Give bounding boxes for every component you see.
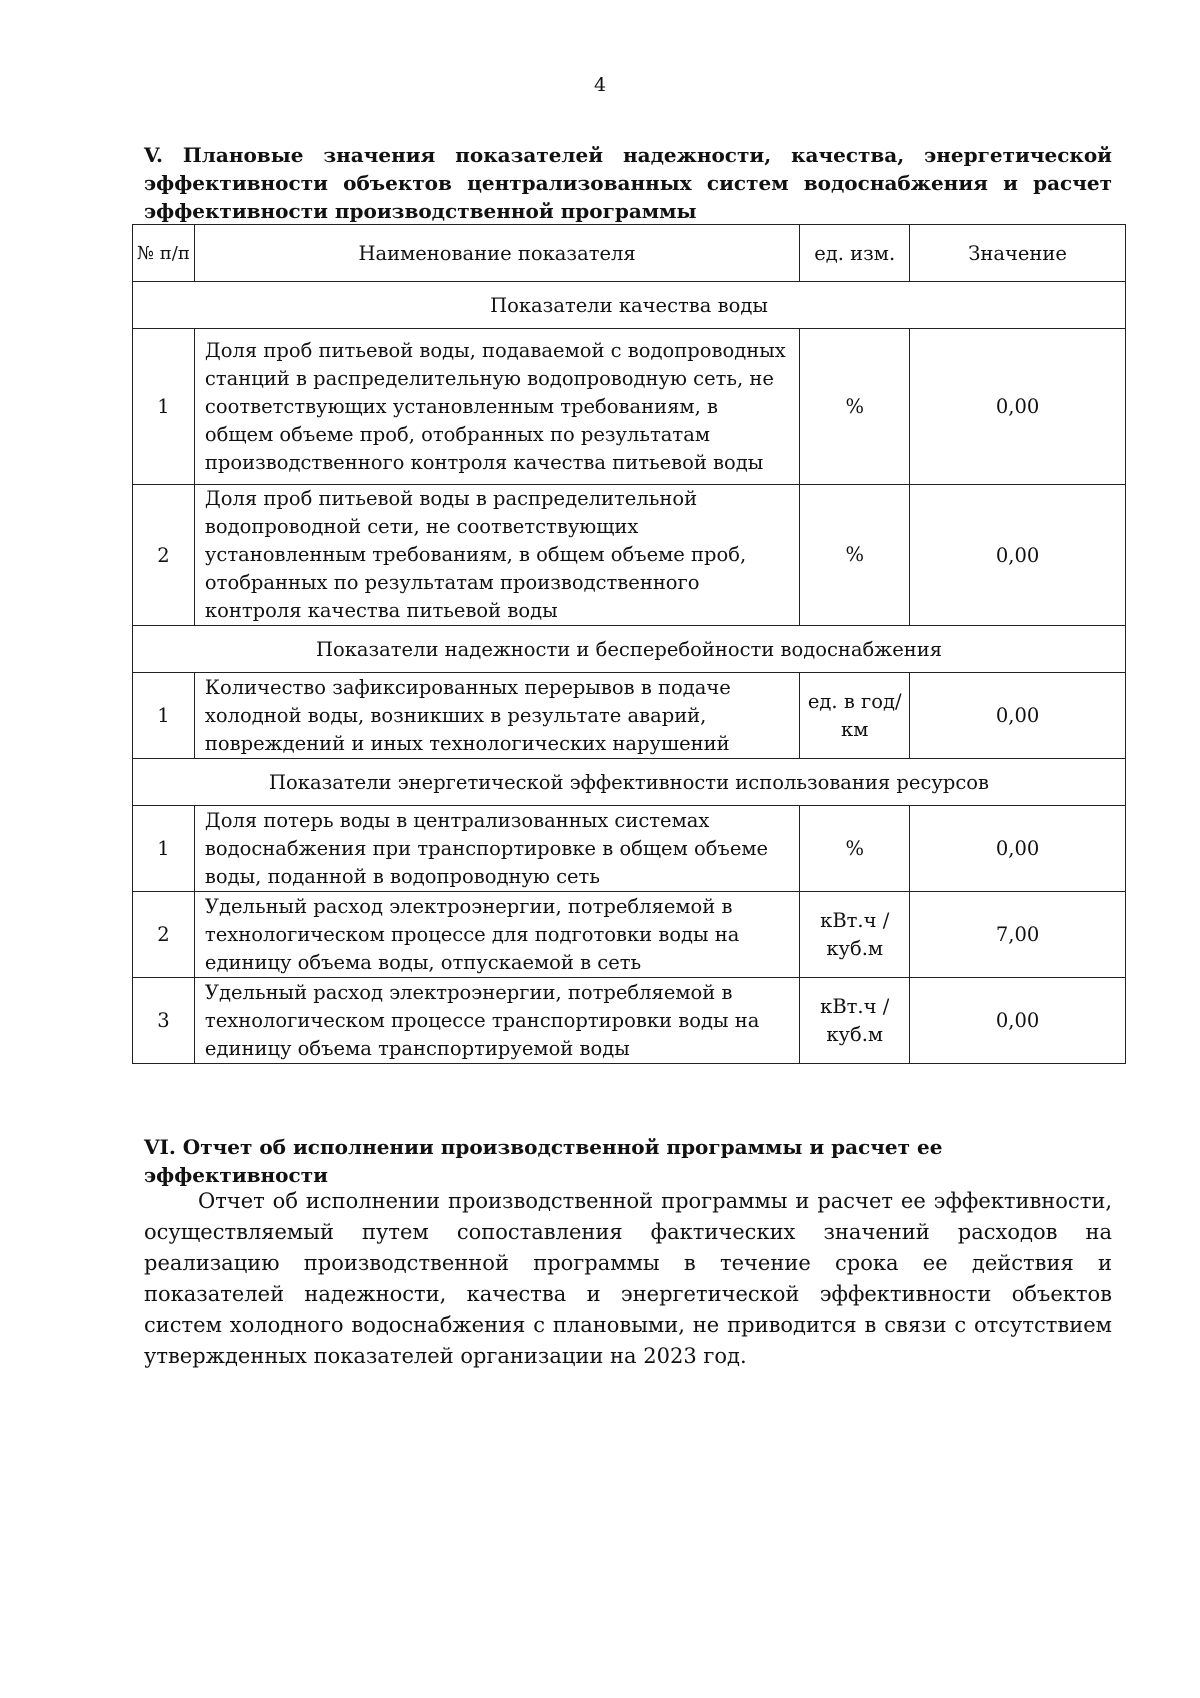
section-5-heading: [144, 141, 1112, 225]
row-number: 2: [133, 892, 195, 978]
heading-line: эффективности объектов централизованных систем водоснабжения и расчет: [144, 171, 1112, 195]
row-number: 2: [133, 485, 195, 626]
row-value: 0,00: [910, 485, 1126, 626]
header-name: Наименование показателя: [194, 225, 799, 282]
table-header-row: [133, 225, 1126, 282]
indicators-table: [132, 224, 1126, 1064]
row-unit: кВт.ч / куб.м: [800, 892, 910, 978]
heading-line: эффективности производственной программы: [144, 199, 697, 223]
table-row: [133, 673, 1126, 759]
table-row: [133, 485, 1126, 626]
table-row: [133, 978, 1126, 1064]
header-num: № п/п: [133, 225, 195, 282]
row-number: 3: [133, 978, 195, 1064]
section-6-paragraph: Отчет об исполнении производственной программы и расчет ее эффективности, осуществляемый путем сопоставления фактических значений расходов на реализацию производственной программы в течение срока ее действия и показателей надежности, качества и энергетической эффективности объектов систем холодного водоснабжения с плановыми, не приводится в связи с отсутствием утвержденных показателей организации на 2023 год.: [144, 1189, 1112, 1368]
table-row: [133, 892, 1126, 978]
table-row: [133, 806, 1126, 892]
row-unit: %: [800, 329, 910, 485]
row-name: Доля проб питьевой воды в распределительной водопроводной сети, не соответствующих установленным требованиям, в общем объеме проб, отобранных по результатам производственного контроля качества питьевой воды: [194, 485, 799, 626]
row-unit: кВт.ч / куб.м: [800, 978, 910, 1064]
row-name: Доля потерь воды в централизованных системах водоснабжения при транспортировке в общем объеме воды, поданной в водопроводную сеть: [194, 806, 799, 892]
row-value: 0,00: [910, 329, 1126, 485]
table-row: [133, 329, 1126, 485]
heading-line: V. Плановые значения показателей надежности, качества, энергетической: [144, 143, 1112, 167]
group-title: Показатели надежности и бесперебойности водоснабжения: [133, 626, 1126, 673]
row-name: Удельный расход электроэнергии, потребляемой в технологическом процессе транспортировки воды на единицу объема транспортируемой воды: [194, 978, 799, 1064]
row-number: 1: [133, 673, 195, 759]
row-unit: %: [800, 806, 910, 892]
table-group-row: [133, 626, 1126, 673]
group-title: Показатели энергетической эффективности использования ресурсов: [133, 759, 1126, 806]
header-value: Значение: [910, 225, 1126, 282]
row-value: 7,00: [910, 892, 1126, 978]
section-6-heading: VI. Отчет об исполнении производственной программы и расчет ее эффективности: [144, 1135, 943, 1187]
group-title: Показатели качества воды: [133, 282, 1126, 329]
row-value: 0,00: [910, 673, 1126, 759]
row-unit: ед. в год/ км: [800, 673, 910, 759]
table-group-row: [133, 282, 1126, 329]
row-number: 1: [133, 806, 195, 892]
header-unit: ед. изм.: [800, 225, 910, 282]
row-name: Удельный расход электроэнергии, потребляемой в технологическом процессе для подготовки воды на единицу объема воды, отпускаемой в сеть: [194, 892, 799, 978]
row-name: Количество зафиксированных перерывов в подаче холодной воды, возникших в результате аварий, повреждений и иных технологических нарушений: [194, 673, 799, 759]
row-name: Доля проб питьевой воды, подаваемой с водопроводных станций в распределительную водопроводную сеть, не соответствующих установленным требованиям, в общем объеме проб, отобранных по результатам производственного контроля качества питьевой воды: [194, 329, 799, 485]
row-number: 1: [133, 329, 195, 485]
table-group-row: [133, 759, 1126, 806]
row-value: 0,00: [910, 978, 1126, 1064]
row-unit: %: [800, 485, 910, 626]
page-number: 4: [593, 74, 607, 96]
row-value: 0,00: [910, 806, 1126, 892]
